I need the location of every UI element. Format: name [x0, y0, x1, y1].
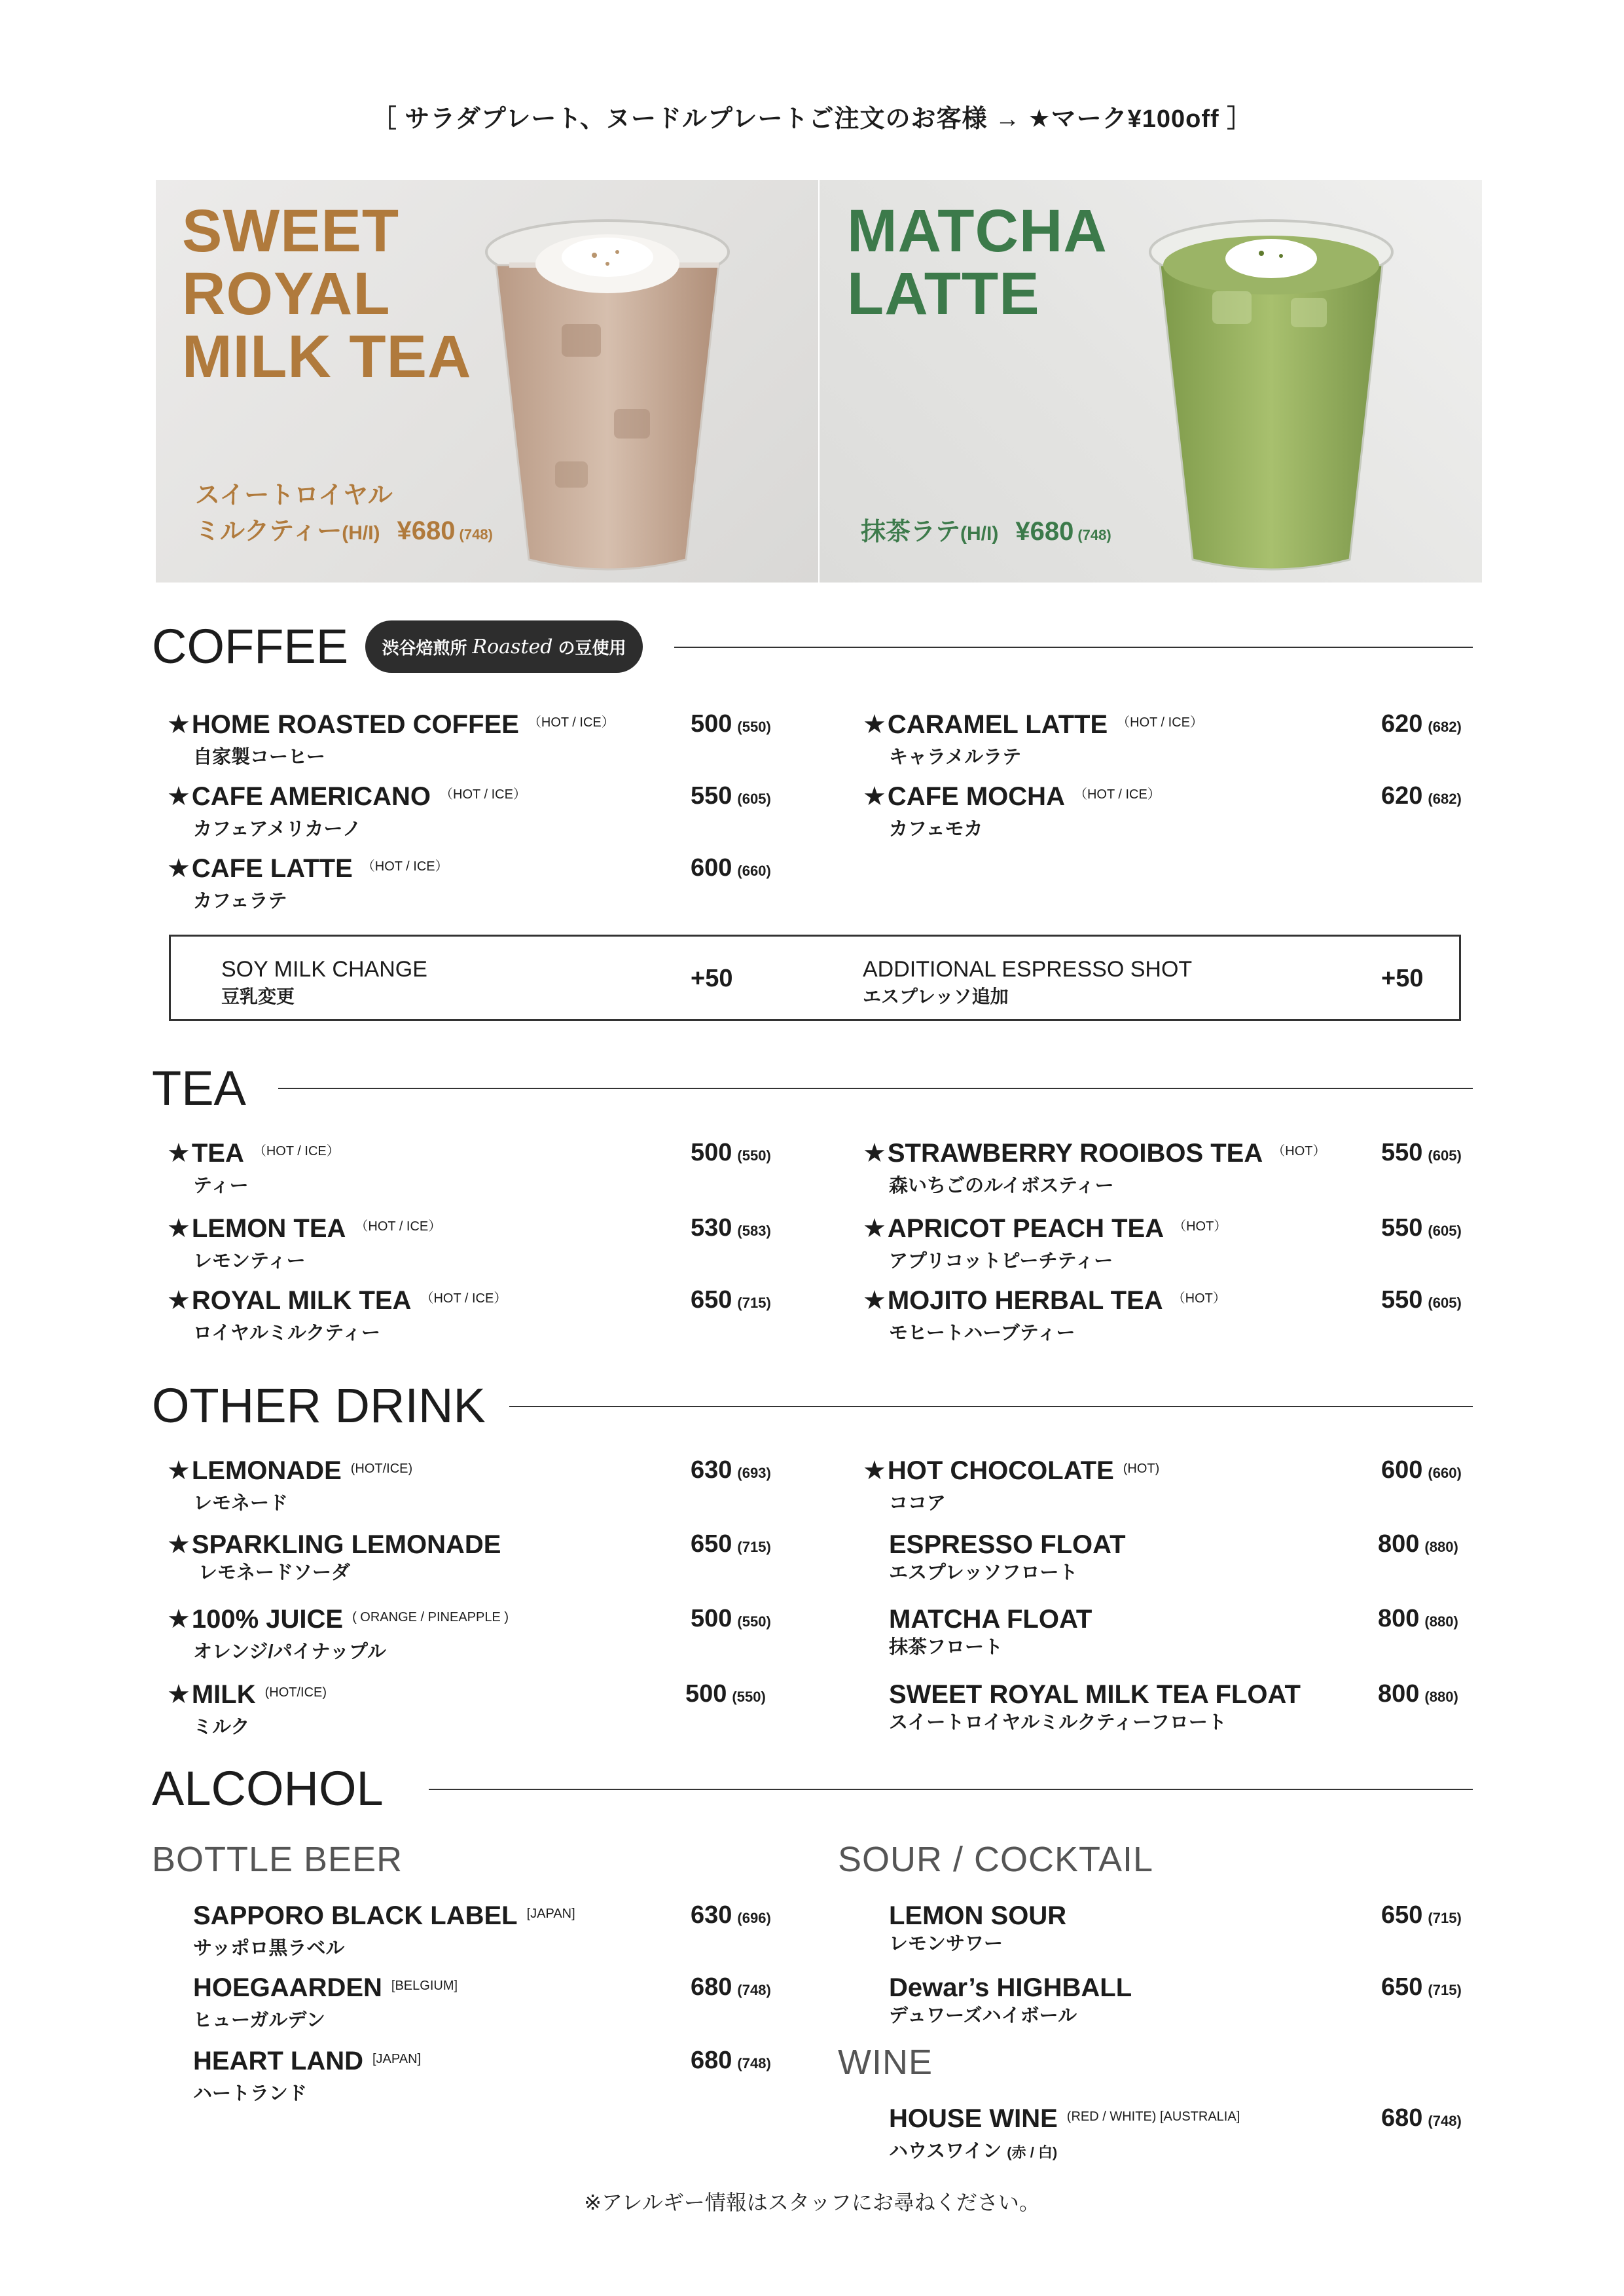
- item-price: 550 (605): [1381, 1286, 1462, 1314]
- menu-item: ★HOME ROASTED COFFEE $^{(HOT / ICE)}$ 自家製コーヒー: [167, 710, 615, 768]
- menu-item: MATCHA FLOAT 抹茶フロート: [889, 1605, 1092, 1658]
- hero-caption: 抹茶ラテ(H/I) ¥680 (748): [861, 517, 1111, 546]
- menu-item: Dewar’s HIGHBALL デュワーズハイボール: [889, 1973, 1132, 2026]
- menu-item: ★TEA $^{(HOT / ICE)}$ ティー: [167, 1139, 340, 1196]
- hero-caption: スイートロイヤル ミルクティー(H/I) ¥680 (748): [195, 482, 493, 545]
- addon-price: +50: [691, 965, 733, 992]
- item-price: 650 (715): [1381, 1973, 1462, 2001]
- item-price: 550 (605): [1381, 1214, 1462, 1242]
- menu-item: SAPPORO BLACK LABEL [JAPAN] サッポロ黒ラベル: [193, 1901, 575, 1959]
- section-title-tea: TEA: [152, 1061, 246, 1115]
- item-price: 600 (660): [691, 854, 771, 882]
- hero-title: MATCHA LATTE: [847, 198, 1108, 327]
- menu-item: HOUSE WINE $^{(RED / WHITE) [AUSTRALIA]}$ ハウスワイン (赤 / 白): [889, 2104, 1240, 2162]
- menu-item: ★LEMONADE $^{(HOT/ICE)}$ レモネード: [167, 1456, 413, 1514]
- section-divider: [278, 1088, 1473, 1089]
- roasted-beans-badge: 渋谷焙煎所 Roasted の豆使用: [365, 620, 643, 673]
- hero-matcha-latte: [820, 180, 1482, 583]
- item-price: 650 (715): [691, 1530, 771, 1558]
- item-price: 800 (880): [1378, 1680, 1458, 1708]
- milk-tea-cup-image: [483, 213, 732, 579]
- menu-item: SWEET ROYAL MILK TEA FLOAT スイートロイヤルミルクティーフロート: [889, 1680, 1301, 1733]
- menu-item: ★LEMON TEA $^{(HOT / ICE)}$ レモンティー: [167, 1214, 442, 1272]
- matcha-cup-image: [1147, 213, 1396, 579]
- subsection-title-sour-cocktail: SOUR / COCKTAIL: [838, 1840, 1154, 1879]
- section-divider: [674, 647, 1473, 648]
- menu-item: ★STRAWBERRY ROOIBOS TEA $^{(HOT)}$ 森いちごのルイボスティー: [863, 1139, 1326, 1196]
- menu-item: ★CAFE AMERICANO $^{(HOT / ICE)}$ カフェアメリカーノ: [167, 782, 526, 840]
- section-title-other-drink: OTHER DRINK: [152, 1378, 486, 1433]
- section-title-coffee: COFFEE: [152, 619, 349, 673]
- subsection-title-bottle-beer: BOTTLE BEER: [152, 1840, 403, 1879]
- menu-item: HEART LAND [JAPAN] ハートランド: [193, 2047, 422, 2104]
- menu-item: HOEGAARDEN [BELGIUM] ヒューガルデン: [193, 1973, 458, 2031]
- menu-item: ★ROYAL MILK TEA $^{(HOT / ICE)}$ ロイヤルミルクティー: [167, 1286, 507, 1344]
- item-price: 500 (550): [691, 1139, 771, 1166]
- item-price: 800 (880): [1378, 1605, 1458, 1632]
- section-divider: [509, 1406, 1473, 1407]
- addon-soy-milk: SOY MILK CHANGE 豆乳変更: [221, 957, 427, 1007]
- menu-item: ★SPARKLING LEMONADE レモネードソーダ: [167, 1530, 501, 1583]
- item-price: 630 (696): [691, 1901, 771, 1929]
- menu-item: ★100% JUICE $^{( ORANGE / PINEAPPLE )}$ オレンジ/パイナップル: [167, 1605, 509, 1662]
- item-price: 600 (660): [1381, 1456, 1462, 1484]
- menu-item: ★MILK $^{(HOT/ICE)}$ ミルク: [167, 1680, 327, 1738]
- item-price: 680 (748): [691, 1973, 771, 2001]
- item-price: 650 (715): [1381, 1901, 1462, 1929]
- hero-title: SWEET ROYAL MILK TEA: [182, 198, 472, 390]
- menu-item: ★MOJITO HERBAL TEA $^{(HOT)}$ モヒートハーブティー: [863, 1286, 1226, 1344]
- item-price: 650 (715): [691, 1286, 771, 1314]
- roasted-logo: Roasted: [472, 635, 553, 658]
- allergy-note: ※アレルギー情報はスタッフにお尋ねください。: [584, 2191, 1040, 2214]
- item-price: 680 (748): [1381, 2104, 1462, 2132]
- discount-notice: ［ サラダプレート、ヌードルプレートご注文のお客様 → ★マーク¥100off ］: [371, 105, 1253, 133]
- subsection-title-wine: WINE: [838, 2043, 933, 2082]
- item-price: 530 (583): [691, 1214, 771, 1242]
- section-title-alcohol: ALCOHOL: [152, 1761, 384, 1816]
- addon-espresso-shot: ADDITIONAL ESPRESSO SHOT エスプレッソ追加: [863, 957, 1193, 1007]
- item-price: 620 (682): [1381, 782, 1462, 810]
- item-price: 550 (605): [691, 782, 771, 810]
- item-price: 500 (550): [691, 1605, 771, 1632]
- menu-item: LEMON SOUR レモンサワー: [889, 1901, 1067, 1954]
- hero-price: ¥680: [397, 516, 456, 545]
- item-price: 800 (880): [1378, 1530, 1458, 1558]
- menu-item: ESPRESSO FLOAT エスプレッソフロート: [889, 1530, 1126, 1583]
- item-price: 680 (748): [691, 2047, 771, 2074]
- item-price: 500 (550): [691, 710, 771, 738]
- menu-item: ★CARAMEL LATTE $^{(HOT / ICE)}$ キャラメルラテ: [863, 710, 1204, 768]
- item-price: 550 (605): [1381, 1139, 1462, 1166]
- menu-item: ★CAFE MOCHA $^{(HOT / ICE)}$ カフェモカ: [863, 782, 1161, 840]
- hero-sweet-royal-milk-tea: [156, 180, 818, 583]
- hero-price: ¥680: [1015, 517, 1074, 546]
- item-price: 620 (682): [1381, 710, 1462, 738]
- item-price: 630 (693): [691, 1456, 771, 1484]
- menu-item: ★APRICOT PEACH TEA $^{(HOT)}$ アプリコットピーチティー: [863, 1214, 1227, 1272]
- section-divider: [429, 1789, 1473, 1790]
- item-price: 500 (550): [685, 1680, 766, 1708]
- menu-item: ★HOT CHOCOLATE $^{(HOT)}$ ココア: [863, 1456, 1160, 1514]
- addon-price: +50: [1381, 965, 1424, 992]
- menu-item: ★CAFE LATTE $^{(HOT / ICE)}$ カフェラテ: [167, 854, 448, 912]
